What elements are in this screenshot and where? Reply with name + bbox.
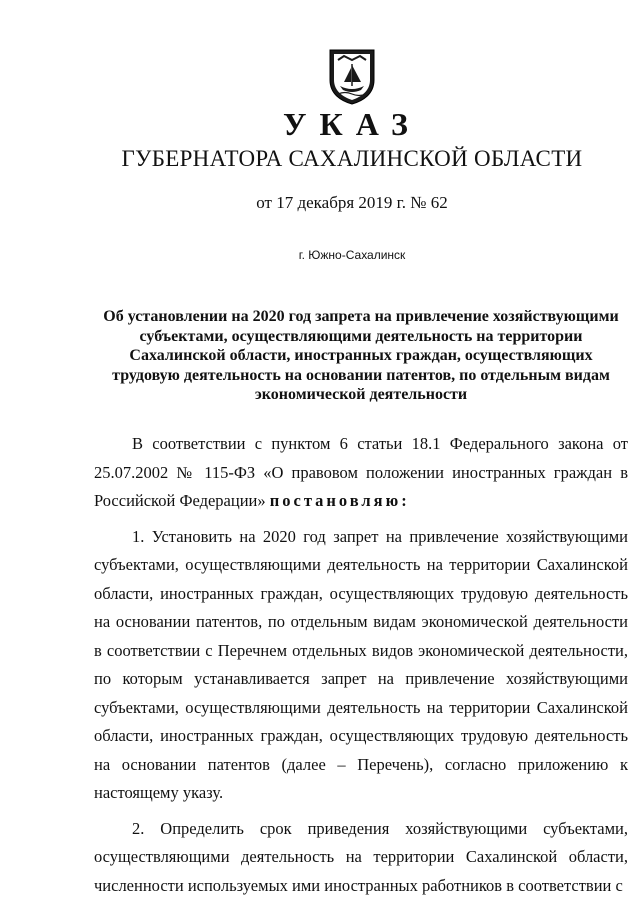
coat-of-arms-icon [326, 46, 378, 106]
document-date: от 17 декабря 2019 г. № 62 [256, 193, 448, 212]
item-1-paragraph: 1. Установить на 2020 год запрет на привлечение хозяйствующими субъектами, осуществляющими деятельность на территории Сахалинской области, иностранных граждан, осуществляющих трудовую деятельность на основании патентов, по отдельным видам экономической деятельности в соответствии с Перечнем отдельных видов экономической деятельности, по которым устанавливается запрет на привлечение хозяйствующими субъектами, осуществляющими деятельность на территории Сахалинской области, иностранных граждан, осуществляющих трудовую деятельность на основании патентов (далее – Перечень), согласно приложению к настоящему указу. [94, 526, 628, 802]
document-heading: Об установлении на 2020 год запрета на привлечение хозяйствующими субъектами, осуществляющими деятельность на территории Сахалинской области, иностранных граждан, осуществляющих трудовую деятельность на основании патентов, по отдельным видам экономической деятельности [103, 308, 619, 403]
document-subtitle: ГУБЕРНАТОРА САХАЛИНСКОЙ ОБЛАСТИ [121, 146, 583, 171]
document-body [94, 430, 628, 900]
decree-word: постановляю: [269, 491, 410, 510]
document-title: УКАЗ [283, 106, 421, 142]
preamble-text: В соответствии с пунктом 6 статьи 18.1 Федерального закона от 25.07.2002 № 115-ФЗ «О правовом положении иностранных граждан в Российской Федерации» [94, 434, 628, 510]
preamble-paragraph [94, 430, 628, 516]
item-2-paragraph: 2. Определить срок приведения хозяйствующими субъектами, осуществляющими деятельность на территории Сахалинской области, численности используемых ими иностранных работников в соответствии с [94, 818, 628, 895]
document-city: г. Южно-Сахалинск [298, 248, 406, 262]
